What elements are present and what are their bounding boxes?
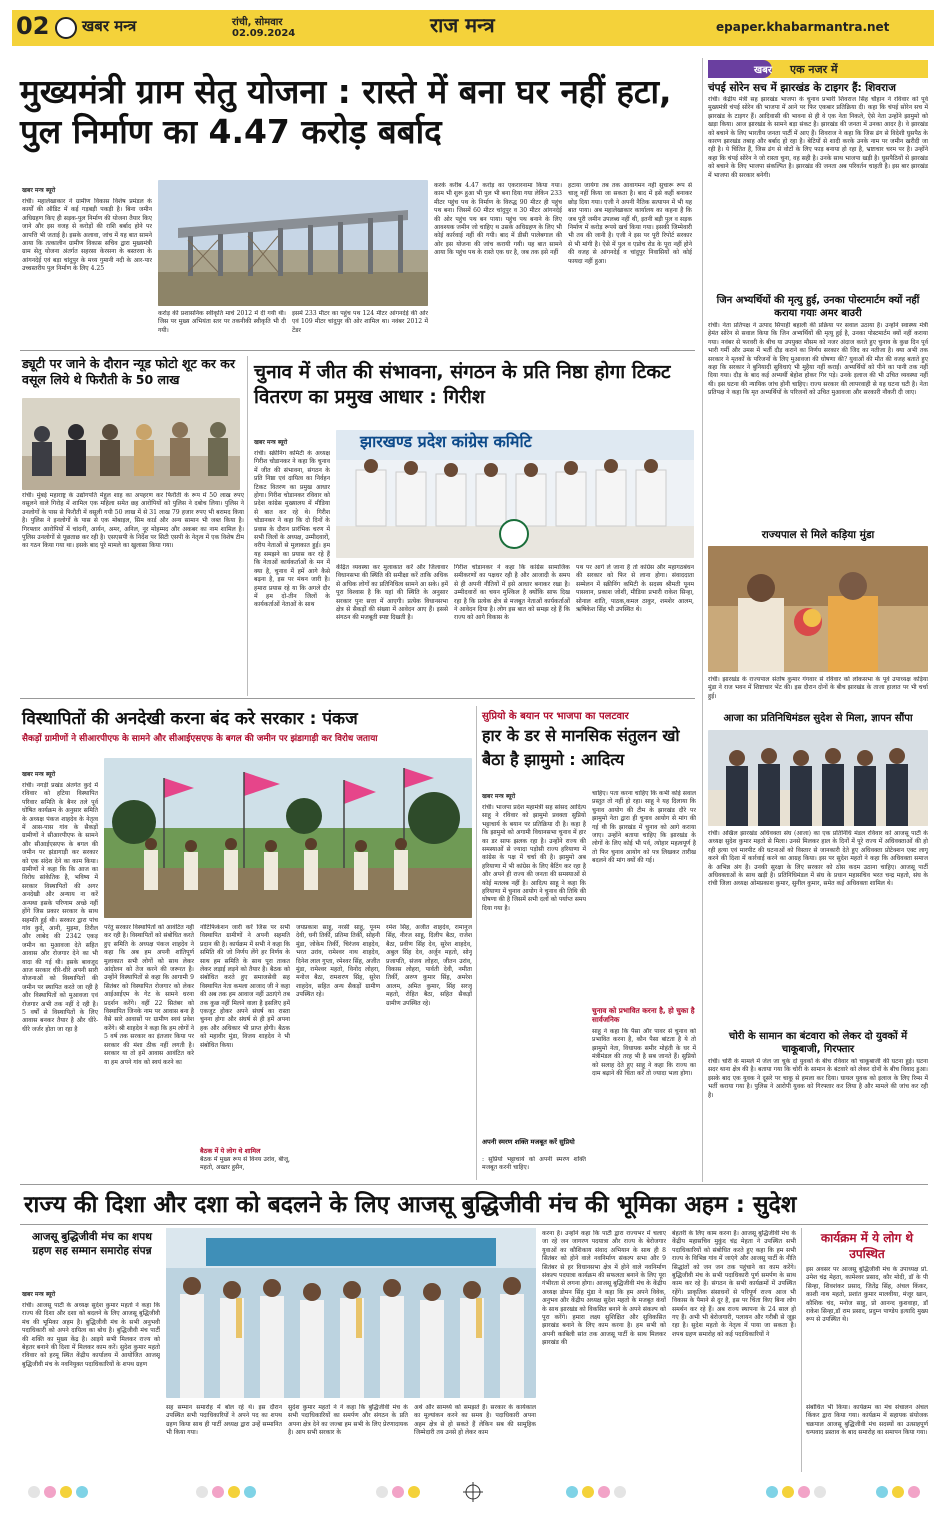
- congress-col2: केंद्रित व्यवस्था कर मुलाकात करें और जिलावार विधानसभा की स्थिति की समीक्षा करें ताकि अधिक से अधिक लोगों का प्रतिनिधित्व सामने आ सके। हमें पूरा विश्वास है कि यहां की स्थिति के अनुसार सरकार पुनः सत्ता में आएगी। प्रत्येक विधानसभा क्षेत्र से सैकड़ों की संख्या में आवेदन आए हैं। इससे संगठन की मजबूती स्पष्ट दिखती है।: [336, 564, 448, 622]
- bridge-photo: [158, 180, 428, 306]
- bjp-col1b: : सुप्रियो भट्टाचार्य को अपनी स्मरण शक्ति मजबूत करनी चाहिए।: [482, 1156, 586, 1172]
- rule-left-col: [247, 356, 248, 696]
- ajsu-col2: सह सम्मान समारोह में बोल रहे थे। इस दौरान उपस्थित सभी पदाधिकारियों ने अपने पद का शपथ ग्रहण किया साथ ही पार्टी अध्यक्ष द्वारा उन्हें सम्मानित भी किया गया।: [166, 1404, 282, 1437]
- governor-meeting-image: [708, 546, 928, 672]
- displaced-col3b: बैठक में मुख्य रूप से विनय उरांव, बीजू, महतो, अख्तर हुसैन,: [200, 1156, 290, 1172]
- bjp-col2: चाहिए। पता करना चाहिए कि कभी कोई सवाल प्रस्तुत तो नहीं हो रहा। साहू ने यह दिलाया कि चुनाव आयोग की टीम के झारखंड दौरे पर झामुमो नेता द्वारा ही चुनाव आयोग से मांग की गई थी कि झारखंड में चुनाव को आगे कराया जाए। उन्होंने बताया चाहिए कि झारखंड के लोगों के लिए कोई भी पर्व, त्योहार महत्वपूर्ण है तो फिर चुनाव आयोग को पत्र लिखकर तारीख बदलने की मांग क्यों की गई।: [592, 790, 696, 865]
- side-b4: रांची। अखिल झारखंड अधिवक्ता संघ (आजा) का एक प्रतिनिधि मंडल रविवार को आजसू पार्टी के अध्यक्ष सुदेश कुमार महतो से मिला। उनसे मिलकर हाल के दिनों में पूरे राज्य में अधिवक्ताओं की हो रही हत्या एवं मारपीट की घटनाओं को विस्तार से जानकारी देते हुए अधिवक्ता प्रोटेक्शन एक्ट लागू करने की दिशा में कार्रवाई करने का आग्रह किया। इस पर सुदेश महतो ने कहा कि अधिवक्ता समाज के अभिन्न अंग हैं। उनकी सुरक्षा के लिए सरकार को ठोस कदम उठाना चाहिए। आजसू पार्टी अधिवक्ताओं के साथ खड़ी है। प्रतिनिधिमंडल में संघ के प्रधान महासचिव भरत चन्द्र महतो, संघ के रांची जिला अध्यक्ष ओमप्रकाश कुमार, सुनील कुमार, समेत कई अधिवक्ता शामिल थे।: [708, 830, 928, 888]
- side-h3: राज्यपाल से मिले कड़िया मुंडा: [761, 529, 875, 541]
- protest-photo: [104, 758, 472, 918]
- bjp-col1-tag: अपनी स्मरण शक्ति मजबूत करें सुप्रियो: [482, 1138, 575, 1146]
- rule-ajsu-top: [20, 1184, 928, 1185]
- bjp-col2-tag: चुनाव को प्रभावित करना है, हो चुका है सार्वजनिक: [592, 1006, 695, 1024]
- lead-col1: रांची। महालेखाकार ने ग्रामीण विकास विशेष प्रमंडल के कार्यों की ऑडिट में कई गड़बड़ी पकड़ी है। बिना जमीन अधिग्रहण किए ही सड़क-पुल निर्माण की योजना तैयार किए जाने और इस वजह से करोड़ों की राशि बर्बाद होने पर आपत्ति भी जताई है। इसके अलावा, जांच में यह बात सामने आया कि तत्कालीन ग्रामीण विकास सचिव द्वारा मुख्यमंत्री ग्राम सेतु योजना अंतर्गत सहरसा केरसना के बस्तरवा के आंगनदेई एवं बड़ा चांदुपुर के मध्य गुमानी नदी के आर-पार उच्चस्तरीय पुल निर्माण के लिए 4.25: [22, 198, 152, 273]
- side-h4: आजा का प्रतिनिधिमंडल सुदेश से मिला, ज्ञापन सौंपा: [723, 713, 913, 724]
- ajsu-byline: खबर मन्त्र ब्यूरो: [22, 1291, 56, 1298]
- ajsu-col5: करना है। उन्होंने कहा कि पार्टी द्वारा राज्यभर में चलाए जा रहे जन जागरण पदयात्रा और राज्य के बेरोजगार युवाओं का कौशिकाय संवाद अभियान के साथ ही 8 सितंबर को होने वाले नवनिर्माण संकल्प सभा और 9 सितंबर से हर विधानसभा क्षेत्र में होने वाले नवनिर्माण संकल्प पदयात्रा कार्यक्रम की सफलता बनाने के लिए पूरा गंभीरता से लगना होगा। आजसू बुद्धिजीवी मंच के केंद्रीय अध्यक्ष डोमन सिंह मुंडा ने कहा कि हम अपने विवेक, अनुभव और केंद्रीय अध्यक्ष सुदेश महतो के मजबूत कंधों के साथ झारखंड को विकसित बनाने के अपने संकल्प को पूरा करेंगे। हमारा लक्ष्य सुशिक्षित और सुविकसित झारखंड बनाने के लिए काम करना है। हम सभी को अपनी काबिली सांत तक आजसू पार्टी के साथ मिलकर झारखंड की: [542, 1230, 666, 1347]
- displaced-col2: परंतु सरकार विस्थापितों को आवंटित नहीं कर रही है। विस्थापितों को संबोधित करते हुए समिति के अध्यक्ष पंकज शाहदेव ने कहा कि अब हम अपनी शांतिपूर्ण मुलाकात सभी लोगों को साथ लेकर आंदोलन को तेज करने की जरूरत है। उन्होंने विस्थापितों से कहा कि आगामी 9 सितंबर को विस्थापित रोजगार को लेकर आईआईएम के गेट के सामने धरना प्रदर्शन करेंगे। वहीं 22 सितंबर को विस्थापित जिनके नाम पर आवास बना है वैसे सारे आवासों पर ग्रामीण स्वयं प्रवेश करेंगे। श्री शाहदेव ने कहा कि हम लोगों ने 5 वर्ष तक सरकार का इंतजार किया पर सरकार की मंशा ठीक नहीं लगती है। सरकार या तो हमें आवास आवंटित करे या हम अपने गांव को स्वयं करने का: [104, 924, 194, 1066]
- ajsu-col4: अर्थ और सामर्थ्य को समझते हैं। सरकार के कार्यकाल का मूल्यांकन करने का समय है। पदाधिकारी अपना अहम क्षेत्र से हो सकते हैं लेकिन सब की सामूहिक जिम्मेदारी तय उनसे हो लेकर काम: [414, 1404, 536, 1437]
- brand-logo: [55, 17, 77, 39]
- rule-lead-bottom: [20, 350, 695, 351]
- rule-sidebar: [702, 58, 703, 1182]
- side-h2: जिन अभ्यर्थियों की मृत्यु हुई, उनका पोस्टमार्टम क्यों नहीं कराया गयाः अमर बाउरी: [716, 295, 920, 319]
- accused-photo: [22, 398, 240, 490]
- masthead-city-day: रांची, सोमवार: [232, 17, 283, 28]
- ajsu-col1: रांची। आजसू पार्टी के अध्यक्ष सुदेश कुमार महतो ने कहा कि राज्य की दिशा और दशा को बदलने के लिए आजसू बुद्धिजीवी मंच की भूमिका अहम है। बुद्धिजीवी मंच के सभी अनुभवी पदाधिकारी को अपने दायित्व का बोध है। बुद्धिजीवी मंच पार्टी की शक्ति का मुख्य केंद्र है। आइये सभी मिलकर राज्य को बेहतर बनाने की दिशा में मिलकर काम करें। सुदेश कुमार महतो रविवार को हरमू स्थित केंद्रीय कार्यालय में आयोजित आजसू बुद्धिजीवी मंच के नवनियुक्त पदाधिकारियों के शपथ ग्रहण: [22, 1302, 160, 1368]
- ajsu-photo: [166, 1228, 536, 1398]
- sidebar-title: एक नजर में: [790, 63, 838, 76]
- side-b3: रांची। झारखंड के राज्यपाल संतोष कुमार गंगवार से रविवार को लोकसभा के पूर्व उपाध्यक्ष कड़िया मुंडा ने राज भवन में शिष्टाचार भेंट की। इस दौरान दोनों के बीच झारखंड के ताजा हालात पर भी चर्चा हुई।: [708, 676, 928, 700]
- side-b1: रांची। केंद्रीय मंत्री सह झारखंड भाजपा के चुनाव प्रभारी शिवराज सिंह चौहान ने रविवार को पूर्व मुख्यमंत्री चंपई सोरेन की भाजपा में आने पर फिर एकबार प्रतिक्रिया दी। कहा कि चंपई सोरेन सच में झारखंड के टाइगर हैं। आदिवासी की भावना से ही वे एक नेता निकले, ऐसे नेता उन्होंने झामुमो को खड़ा किया। आज झारखंड के सामने बड़ा संकट है। झारखंड की जनता में उनका आदर है। वे झारखंड को बचाने के लिए भारतीय जनता पार्टी में आए हैं। शिवराज ने कहा कि जिस ढंग से विदेशी घुसपैठ के कारण झारखंड तबाह और बर्बाद हो रहा है। बेटियों से शादी करके उनके नाम पर जमीन खरीदी जा रही है। ये चिंतित हैं, जिस ढंग से वोटों के लिए फाड़ बनाया हो रहा है, भ्रष्टाचार चरम पर है। उन्होंने कहा कि चंपई सोरेन ने जो रास्ता चुना, वह सही है। उनके साथ भाजपा खड़ी है। घुसपैठियों से झारखंड को बचाने के लिए भाजपा संकल्पित है। झारखंड की जनता अब परिवर्तन चाहती है। इस बार झारखंड में भाजपा की सरकार बनेगी।: [708, 96, 928, 179]
- lead-headline: मुख्यमंत्री ग्राम सेतु योजना : रास्ते में बना घर नहीं हटा, पुल निर्माण का 4.47 करोड़ बर्बाद: [20, 72, 672, 151]
- ajsu-subhead: आजसू बुद्धिजीवी मंच का शपथ ग्रहण सह सम्मान समारोह संपन्न: [32, 1231, 152, 1257]
- accused-image: [22, 398, 240, 490]
- lead-col4: हटाया जायेगा तब तक आवागमन नहीं सुचारू रूप से चालू नहीं किया जा सकता है। बाद में इसे कहीं बनाकर छोड़ दिया गया। एजी ने अपनी नैतिक सत्यापन में भी यह बात पाया। अब महालेखाकार कार्यालय का कहना है कि जब पूरी जमीन उपलब्ध नहीं थी, इतनी बड़ी पुल व सड़क निर्माण में करोड़ रूपये खर्च किया गया। इसकी जिम्मेवारी भी तय की जानी है। एजी ने इस पर पूरी रिपोर्ट सरकार से भी मांगी है। ऐसे में पुल व एप्रोच रोड के पूरा नहीं होने की वजह से आंगनदेई व चांदुपुर निवासियों को कोई फायदा नहीं हुआ।: [568, 182, 692, 265]
- bjp-kicker: सुप्रियो के बयान पर भाजपा का पलटवार: [482, 711, 629, 722]
- lead-byline: खबर मन्त्र ब्यूरो: [22, 187, 56, 194]
- photo-story-headline: ड्यूटी पर जाने के दौरान न्यूड फोटो शूट कर कर वसूल लिये थे फिरौती के 50 लाख: [22, 356, 235, 387]
- aja-photo: [708, 730, 928, 826]
- masthead-url[interactable]: epaper.khabarmantra.net: [716, 20, 890, 34]
- rule-displaced: [476, 706, 477, 1180]
- sidebar-tag-text: खबर: [754, 65, 772, 76]
- brand-name: खबर मन्त्र: [82, 17, 137, 35]
- photo-story-body: रांची। मुंबई महाराष्ट्र के उद्योगपति मेहुल शाह का अपहरण कर फिरौती के रूप में 50 लाख रुपए वसूलने वाले गिरोह में शामिल एक महिला समेत छह आरोपियों को पुलिस ने दबोच लिया। पुलिस ने उनलोगों के पास से फिरौती में वसूली गयी 50 लाख में से 31 लाख 79 हजार रुपए भी बरामद किया है। पुलिस ने इनलोगों के पास से एक मोबाइल, सिम कार्ड और अन्य सामान भी जब्त किया है। गिरफ्तार आरोपियों में चांदनी, आर्यन, अमर, अनिल, नूर मोहम्मद और अकबर का नाम शामिल है। पुलिस उनलोगों से पूछताछ कर रही है। एसएसपी के निर्देश पर सिटी एसपी के नेतृत्व में एक विशेष टीम का गठन किया गया था। इसके बाद पूरे मामले का खुलासा किया गया।: [22, 492, 244, 550]
- lead-caption: करोड़ की प्रशासनिक स्वीकृति मार्च 2012 में दी गयी थी। जिस पर मुख्य अभियंता स्तर पर तकनीकी स्वीकृति भी दी गयी।: [158, 310, 286, 334]
- congress-banner-text: झारखण्ड प्रदेश कांग्रेस कमिटि: [360, 432, 532, 451]
- side-h1: चंपई सोरेन सच में झारखंड के टाइगर हैं: शिवराज: [708, 82, 896, 94]
- side-b2: रांची। नेता प्रतिपक्ष ने उत्पाद सिपाही बहाली की प्रक्रिया पर सवाल उठाया है। उन्होंने स्वास्थ्य मंत्री हेमंत सोरेन से सवाल किया कि जिन अभ्यर्थियों की मृत्यु हुई है, उनका पोस्टमार्टम क्यों नहीं कराया गया। नवंबर से फरवरी के बीच या उपयुक्त मौसम को नजर अंदाज करते हुए चुनाव के कुछ दिन पूर्व भारी गर्मी और उमस में भर्ती दौड़ कराने का निर्णय सरकार की जिद का नतीजा है। क्या अभी तक सरकार ने मृतकों के परिजनों के लिए मुआवजा की घोषणा की? युवाओं की मौत की वजह बताते हुए कहा कि सरकार ने बुनियादी सुविधाएं भी मुहैया नहीं कराईं। अभ्यर्थियों को पीने का पानी तक नहीं दिया गया। दौड़ के बाद कई अभ्यर्थी बेहोश होकर गिर पड़े। उनके इलाज की भी उचित व्यवस्था नहीं थी। इस घटना की न्यायिक जांच होनी चाहिए। राज्य सरकार की लापरवाही से यह घटना घटी है। नेता प्रतिपक्ष ने कहा कि मृत अभ्यर्थियों के परिजनों को उचित मुआवजा और सरकारी नौकरी दी जाए।: [708, 322, 928, 397]
- ajsu-col6: बेहतरी के लिए काम करना है। आजसू बुद्धिजीवी मंच के केंद्रीय महासचिव मुकुंद चंद्र मेहता ने उपस्थित सभी पदाधिकारियों को संबोधित करते हुए कहा कि हम सभी राज्य के विभिन्न गांव में जाएंगे और आजसू पार्टी के नीति सिद्धांतों को जन जन तक पहुंचाने का काम करेंगे। बुद्धिजीवी मंच के सभी पदाधिकारी पूर्ण समर्पण के साथ काम कर रहे हैं। संगठन के सभी कार्यक्रमों में उपस्थित रहेंगे। प्राकृतिक संसाधनों से परिपूर्ण राज्य आज भी विकास के पैमाने से दूर है, इस पर चिंता किए बिना लोग समर्थन कर रहे हैं। अब राज्य स्थापना के 24 साल हो गए हैं। अभी भी बेरोजगारी, पलायन और गरीबी से जूझ रहा है। सुदेश महतो के नेतृत्व में पाया जा सकता है। शपथ ग्रहण समारोह को कई पदाधिकारियों ने: [672, 1230, 796, 1338]
- ajsu-right-body2: संबोधित भी किया। कार्यक्रम का मंच संचालन अंचल किंकर द्वारा किया गया। कार्यक्रम में सहायक संयोजक चक्रपाल आजसू बुद्धिजीवी मंच सदस्यों का उत्साहपूर्ण धन्यवाद प्रस्ताव के बाद समारोह का समापन किया गया।: [806, 1404, 928, 1437]
- rule-ajsu-right: [801, 1228, 802, 1472]
- footer-color-bar: [12, 1478, 934, 1506]
- displaced-col5: रमेश सिंह, अजीत शाहदेव, रामानुज सिंह, नीरज साहू, दिलीप बैठा, राजेश बैठा, प्रवीण सिंह देव, सुरेश शाहदेव, अबुल सिंह देव, अर्जुन महतो, सोनू प्रजापति, संजय लोहरा, जीतन उरांव, विकास लोहरा, पार्वती देवी, नमीता तिर्की, अरुण कुमार सिंह, अमरेश आलम, अमित कुमार, सिंह सरजू महतो, रोहित बैठा, सहित सैकड़ों ग्रामीण उपस्थित रहे।: [386, 924, 472, 1007]
- bjp-headline: हार के डर से मानसिक संतुलन खो बैठा है झामुमो : आदित्य: [482, 726, 680, 769]
- displaced-headline: विस्थापितों की अनदेखी करना बंद करे सरकार : पंकज: [22, 709, 358, 729]
- congress-col4: पथ पर आगे ले जाना है तो कांग्रेस और महागठबंधन की सरकार को फिर से लाना होगा। संवाददाता सम्मेलन में स्क्रीनिंग कमिटी के सदस्य श्रीमती पूनम पासवान, प्रकाश जोशी, मीडिया प्रभारी राकेश सिन्हा, सोनाल शांति, पाठक,कमल ठाकुर, शमशेर आलम, ऋषिकेश सिंह भी उपस्थित थे।: [576, 564, 694, 614]
- bjp-col1: रांची। भाजपा प्रदेश महामंत्री सह सांसद आदित्य साहू ने रविवार को झामुमो प्रवक्ता सुप्रियो भट्टाचार्य के बयान पर प्रतिक्रिया दी है। कहा है कि झामुमो को अगामी विधानसभा चुनाव में हार का डर साफ झलक रहा है। उन्होंने राज्य की समस्याओं से ज्यादा पड़ोसी राज्य हरियाणा में कांग्रेस के पक्ष में चर्चा की है। झामुमो अब हरियाणा में भी कांग्रेस के लिए बैटिंग कर रहा है और अपने ही राज्य की जनता की समस्याओं से कोई मतलब नहीं है। आदित्य साहू ने कहा कि हरियाणा में चुनाव आयोग ने चुनाव की तिथि की घोषणा की है जिसमें सभी दलों को पर्याप्त समय दिया गया है।: [482, 804, 586, 912]
- displaced-subhead: सैकड़ों ग्रामीणों ने सीआरपीएफ के सामने और सीआईएसएफ के बगल की जमीन पर झंडागाड़ी कर विरोध जताया: [22, 734, 378, 744]
- lead-col3: करके करीब 4.47 करोड़ का एकरारनामा किया गया। काम भी शुरू हुआ भी पुल भी बना दिया गया लेकिन 233 मीटर पहुंच पथ के निर्माण के विरुद्ध 90 मीटर ही पहुंच पथ बना। जिसमें 60 मीटर चांदुपुर व 30 मीटर आंगनदेई की ओर पहुंच पथ बन पाया। पहुंच पथ बनाने के लिए आवश्यक जमीन जो चाहिए थ उसके अधिग्रहण के लिए भी कोई कार्रवाई नहीं की गयी। बाद में डीसी पालेबगाल की ओर इस योजना की जांच करायी गयी। यह बात सामने आया कि पहुंच पथ के रास्ते एक घर है, जब तक इसे नहीं: [434, 182, 562, 257]
- side-b5: रांची। चोरी के मामले में जेल जा चुके दो युवकों के बीच रविवार को चाकूबाजी की घटना हुई। घटना सदर थाना क्षेत्र की है। बताया गया कि चोरी के सामान के बंटवारे को लेकर दोनों के बीच विवाद हुआ। इसके बाद एक युवक ने दूसरे पर चाकू से हमला कर दिया। घायल युवक को इलाज के लिए रिम्स में भर्ती कराया गया है। पुलिस ने आरोपी युवक को गिरफ्तार कर लिया है और मामले की जांच कर रही है।: [708, 1058, 928, 1099]
- ajsu-oath-image: [166, 1228, 536, 1398]
- aja-delegation-image: [708, 730, 928, 826]
- displaced-col4: जयप्रकाश साहू, नरसी साहू, पूनम देवी, धनी तिर्की, प्रतिमा तिर्की, सोहनी मुंडा, जोकेम तिर्की, चिरंजय शाहदेव, भरत उरांव, रामेश्वर नाथ शाहदेव, दिनेश लाल गुप्ता, रमेश्वर सिंह, अजीत मुंडा, रामेश्वर महतो, विनोद लोहरा, मनोज बैठा, रामशरण सिंह, सुरेश शाहदेव, सहित अन्य सैकड़ों ग्रामीण उपस्थित रहे।: [296, 924, 380, 999]
- masthead-date: 02.09.2024: [232, 28, 296, 39]
- bjp-byline: खबर मन्त्र ब्यूरो: [482, 793, 516, 800]
- ajsu-col3: सुदेश कुमार महतो ने ने कहा कि बुद्धिजीवी मंच के सभी पदाधिकारियों का समर्पण और संगठन के प्रति अपना क्षेत्र देने का जज्बा हम सभी के लिए प्रेरणादायक है। आप सभी सरकार के: [288, 1404, 408, 1437]
- ajsu-headline: राज्य की दिशा और दशा को बदलने के लिए आजसू बुद्धिजीवी मंच की भूमिका अहम : सुदेश: [24, 1192, 797, 1218]
- lead-caption2: इसमें 233 मीटर का पहुंच पथ 124 मीटर आंगनदेई की ओर एवं 109 मीटर चांदुपुर की ओर शामिल था। नवंबर 2012 में टेंडर: [292, 310, 428, 334]
- side-h5: चोरी के सामान का बंटवारा को लेकर दो युवकों में चाकूबाजी, गिरफ्तार: [728, 1031, 908, 1055]
- governor-photo: [708, 546, 928, 672]
- ajsu-right-head: कार्यक्रम में ये लोग थे उपस्थित: [820, 1231, 914, 1261]
- congress-headline: चुनाव में जीत की संभावना, संगठन के प्रति निष्ठा होगा टिकट वितरण का प्रमुख आधार : गिरीश: [254, 361, 671, 408]
- congress-col1: रांची। स्क्रीनिंग कमिटी के अध्यक्ष गिरीश चोडानकर ने कहा कि चुनाव में जीत की संभावना, संगठन के प्रति निष्ठा एवं दायित्व का निर्वहन टिकट वितरण का प्रमुख आधार होगा। गिरीश चोडानकर रविवार को प्रदेश कांग्रेस मुख्यालय में मीडिया से बात कर रहे थे। गिरीश चोडानकर ने कहा कि दो दिनों के प्रवास के दौरान प्रारंभिक चरण में सभी जिलों के अध्यक्ष, उम्मीदवारों, वरीय नेताओं से मुलाकात हुई। हम यह समझने का प्रयास कर रहे हैं कि नेताओं कार्यकर्ताओं के मन में क्या है, चुनाव में हमें आगे कैसे बढ़ना है, इस पर मंथन जारी है। हमारा प्रयास रहे या कि अगले दौर में हम दो-तीन जिलों के कार्यकर्ताओं नेताओं के साथ: [254, 450, 330, 609]
- ajsu-right-body: इस अवसर पर आजसू बुद्धिजीवी मंच के उपाध्यक्ष प्रो. उमेश चंद्र मेहता, कामेश्वर प्रसाद, कौर मोदी, डॉ के पी सिन्हा, शिवशंकर प्रसाद, जितेंद्र सिंह, अंचल किंकर, काशी नाथ महतो, प्रशांत कुमार मालवीया, मंजूर खान, कौशिक चंद, मनोज साहु, प्रो आनन्द कुशवाहा, डॉ राकेश सिन्हा,डॉ राम प्रसाद, प्रदुम्न पाण्डेय इत्यादि मुख्य रूप से उपस्थित थे।: [806, 1266, 928, 1324]
- congress-byline: खबर मन्त्र ब्यूरो: [254, 439, 288, 446]
- page-number: 02: [16, 12, 50, 40]
- congress-col3: गिरीश चोडानकर ने कहा कि कांग्रेस सामाजिक समीकरणों का पक्षधर रही है और आजादी के समय से ही अपनी नीतियों में इसे आधार बनाकर रखा है। उम्मीदवारों का चयन मुश्किल है क्योंकि साफ दिख रहा है कि प्रत्येक क्षेत्र से मजबूत नेताओं कार्यकर्ताओं ने आवेदन दिया है। लोग इस बात को समझ रहे हैं कि राज्य को आगे विकास के: [454, 564, 570, 622]
- displaced-col3: नोटिफिकेशन जारी करें जिस पर सभी विस्थापित ग्रामीणों ने अपनी सहमति प्रदान की है। कार्यक्रम में सभी ने कहा कि समिति की जो निर्णय लेंगे हर निर्णय के साथ हम समिति के साथ पूरा ताकत लेकर लड़ाई लड़ने को तैयार है। बैठक को संबोधित करते हुए समाजसेवी सह विस्थापित नेता कमला आजाद जी ने कहा की अब तक हम आवाज नहीं उठाएंगे तब तक कुछ नहीं मिलने वाला है इसलिए हमें एकजुट होकर अपने संघर्ष का रास्ता चुनना होगा और संघर्ष से ही हमें अपना हक और अधिकार भी प्राप्त होगी। बैठक को महावीर मुंडा, विजय शाहदेव ने भी संबोधित किया।: [200, 924, 290, 1049]
- bjp-col2b: साहू ने कहा कि पैसा और पावर से चुनाव को प्रभावित करना है, कौन पैसा बांटता है ये तो झामुमो नेता, विधायक समीर मोहंती के घर में मंत्रीमंडल की तरह भी है सब जानते हैं। सुप्रियो को सलाह देते हुए साहू ने कहा कि राज्य का दाम बढ़ाने की चिंता करें तो ज्यादा भला होगा।: [592, 1028, 696, 1078]
- displaced-col3-tag: बैठक में ये लोग थे शामिल: [200, 1147, 261, 1155]
- registration-marks: [12, 1478, 934, 1506]
- displaced-byline: खबर मन्त्र ब्यूरो: [22, 771, 56, 778]
- rule-ajsu-head: [20, 1224, 928, 1225]
- rule-mid: [20, 698, 695, 699]
- displaced-col1: रांची। नगड़ी प्रखंड अंतर्गत कुदे में रविवार को हटिया विस्थापित परिवार समिति के बैनर तले पूर्व घोषित कार्यक्रम के अनुसार समिति के अध्यक्ष पंकज शाहदेव के नेतृत्व में आस-पास गांव के सैकड़ों ग्रामीणों ने सीआरपीएफ के सामने और सीआईएसएफ के बगल की जमीन पर झंडागाड़ी कर सरकार को एक संदेश देने का काम किया। ग्रामीणों ने कहा कि कि आज का विरोध सांकेतिक है, भविष्य में सरकार विस्थापितों की अगर अनदेखी और अन्याय ना करें अन्यथा इसके परिणाम अच्छे नहीं होंगे जिस प्रकार सरकार के साथ सहमति हुई थी। सरकार द्वारा पांच गांव कुदे, आनी, मुड़मा, तिरील और लाबेद की 2342 एकड़ जमीन का मुआवजा देते सहित आवास और रोजगार देने का भी वादा की गई थी। इसके बावजूद आज सरकार धीरे-धीरे अपनी सारी योजनाओं को विस्थापितों की जमीन पर स्थापित करते जा रही है और विस्थापितों को मुआवजा एवं रोजगार अभी तक नहीं दे रही है। 5 वर्षों से विस्थापितों के लिए आवास बनकर तैयार है और धीरे-धीरे जर्जर होता जा रहा है: [22, 782, 98, 1033]
- section-name: राज मन्त्र: [430, 13, 495, 37]
- masthead-date-box: [232, 14, 295, 39]
- protest-image: [104, 758, 472, 918]
- bridge-image: [158, 180, 428, 306]
